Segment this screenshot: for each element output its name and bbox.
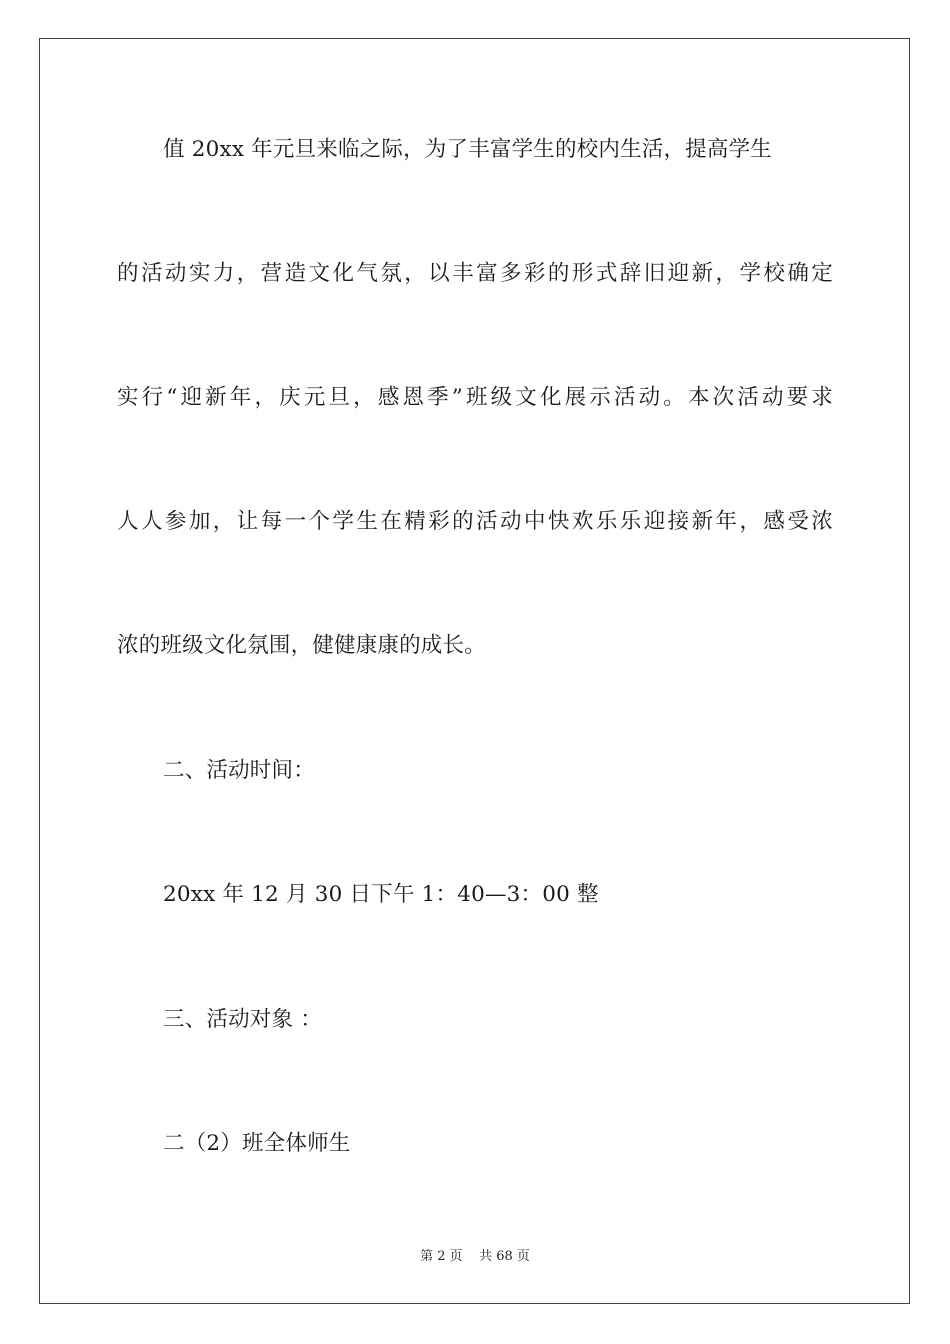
paragraph-line-2: 的活动实力，营造文化气氛，以丰富多彩的形式辞旧迎新，学校确定 (117, 261, 833, 286)
paragraph-line-3: 实行“迎新年，庆元旦，感恩季”班级文化展示活动。本次活动要求 (117, 385, 833, 410)
paragraph-line-1: 值 20xx 年元旦来临之际，为了丰富学生的校内生活，提高学生 (163, 137, 772, 162)
activity-time-text: 20xx 年 12 月 30 日下午 1：40—3：00 整 (163, 882, 599, 907)
paragraph-line-5: 浓的班级文化氛围，健健康康的成长。 (117, 633, 486, 658)
page-border (39, 38, 910, 1304)
page-number-footer: 第 2 页 共 68 页 (420, 1249, 530, 1264)
section-heading-time: 二、活动时间： (163, 758, 315, 783)
activity-target-text: 二（2）班全体师生 (163, 1131, 351, 1156)
section-heading-target: 三、活动对象 ： (163, 1007, 322, 1032)
paragraph-line-4: 人人参加，让每一个学生在精彩的活动中快欢乐乐迎接新年，感受浓 (117, 509, 833, 534)
